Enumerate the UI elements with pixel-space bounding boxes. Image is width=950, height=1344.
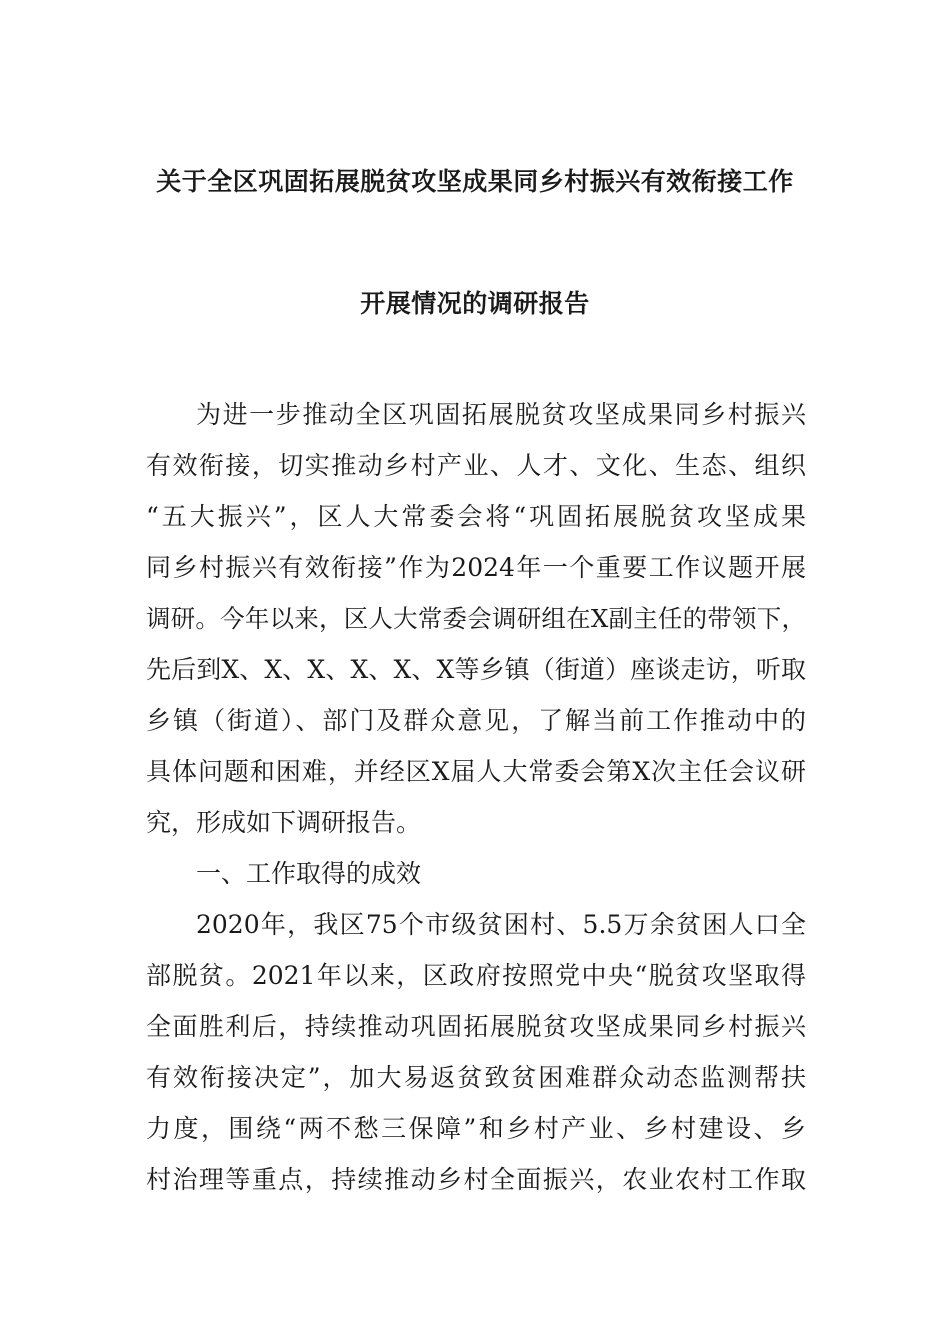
- body-line: 2020年，我区75个市级贫困村、5.5万余贫困人口全: [196, 910, 806, 939]
- section-heading: 一、工作取得的成效: [196, 859, 422, 888]
- body-line: “五大振兴”，区人大常委会将“巩固拓展脱贫攻坚成果: [146, 502, 806, 531]
- body-line: 有效衔接，切实推动乡村产业、人才、文化、生态、组织: [146, 451, 806, 480]
- title-line-2: 开展情况的调研报告: [360, 289, 590, 318]
- body-line: 力度，围绕“两不愁三保障”和乡村产业、乡村建设、乡: [146, 1114, 806, 1143]
- body-line: 具体问题和困难，并经区X届人大常委会第X次主任会议研: [146, 757, 806, 786]
- body-line: 为进一步推动全区巩固拓展脱贫攻坚成果同乡村振兴: [196, 400, 806, 429]
- body-line: 全面胜利后，持续推动巩固拓展脱贫攻坚成果同乡村振兴: [146, 1012, 806, 1041]
- body-line: 村治理等重点，持续推动乡村全面振兴，农业农村工作取: [146, 1165, 806, 1194]
- body-line: 部脱贫。2021年以来，区政府按照党中央“脱贫攻坚取得: [146, 961, 806, 990]
- body-line: 有效衔接决定”，加大易返贫致贫困难群众动态监测帮扶: [146, 1063, 806, 1092]
- body-line: 究，形成如下调研报告。: [146, 808, 422, 837]
- body-line: 先后到X、X、X、X、X、X等乡镇（街道）座谈走访，听取: [146, 655, 806, 684]
- body-line: 调研。今年以来，区人大常委会调研组在X副主任的带领下，: [146, 604, 806, 633]
- body-line: 同乡村振兴有效衔接”作为2024年一个重要工作议题开展: [146, 553, 806, 582]
- title-line-1: 关于全区巩固拓展脱贫攻坚成果同乡村振兴有效衔接工作: [156, 167, 794, 196]
- body-line: 乡镇（街道）、部门及群众意见，了解当前工作推动中的: [146, 706, 806, 735]
